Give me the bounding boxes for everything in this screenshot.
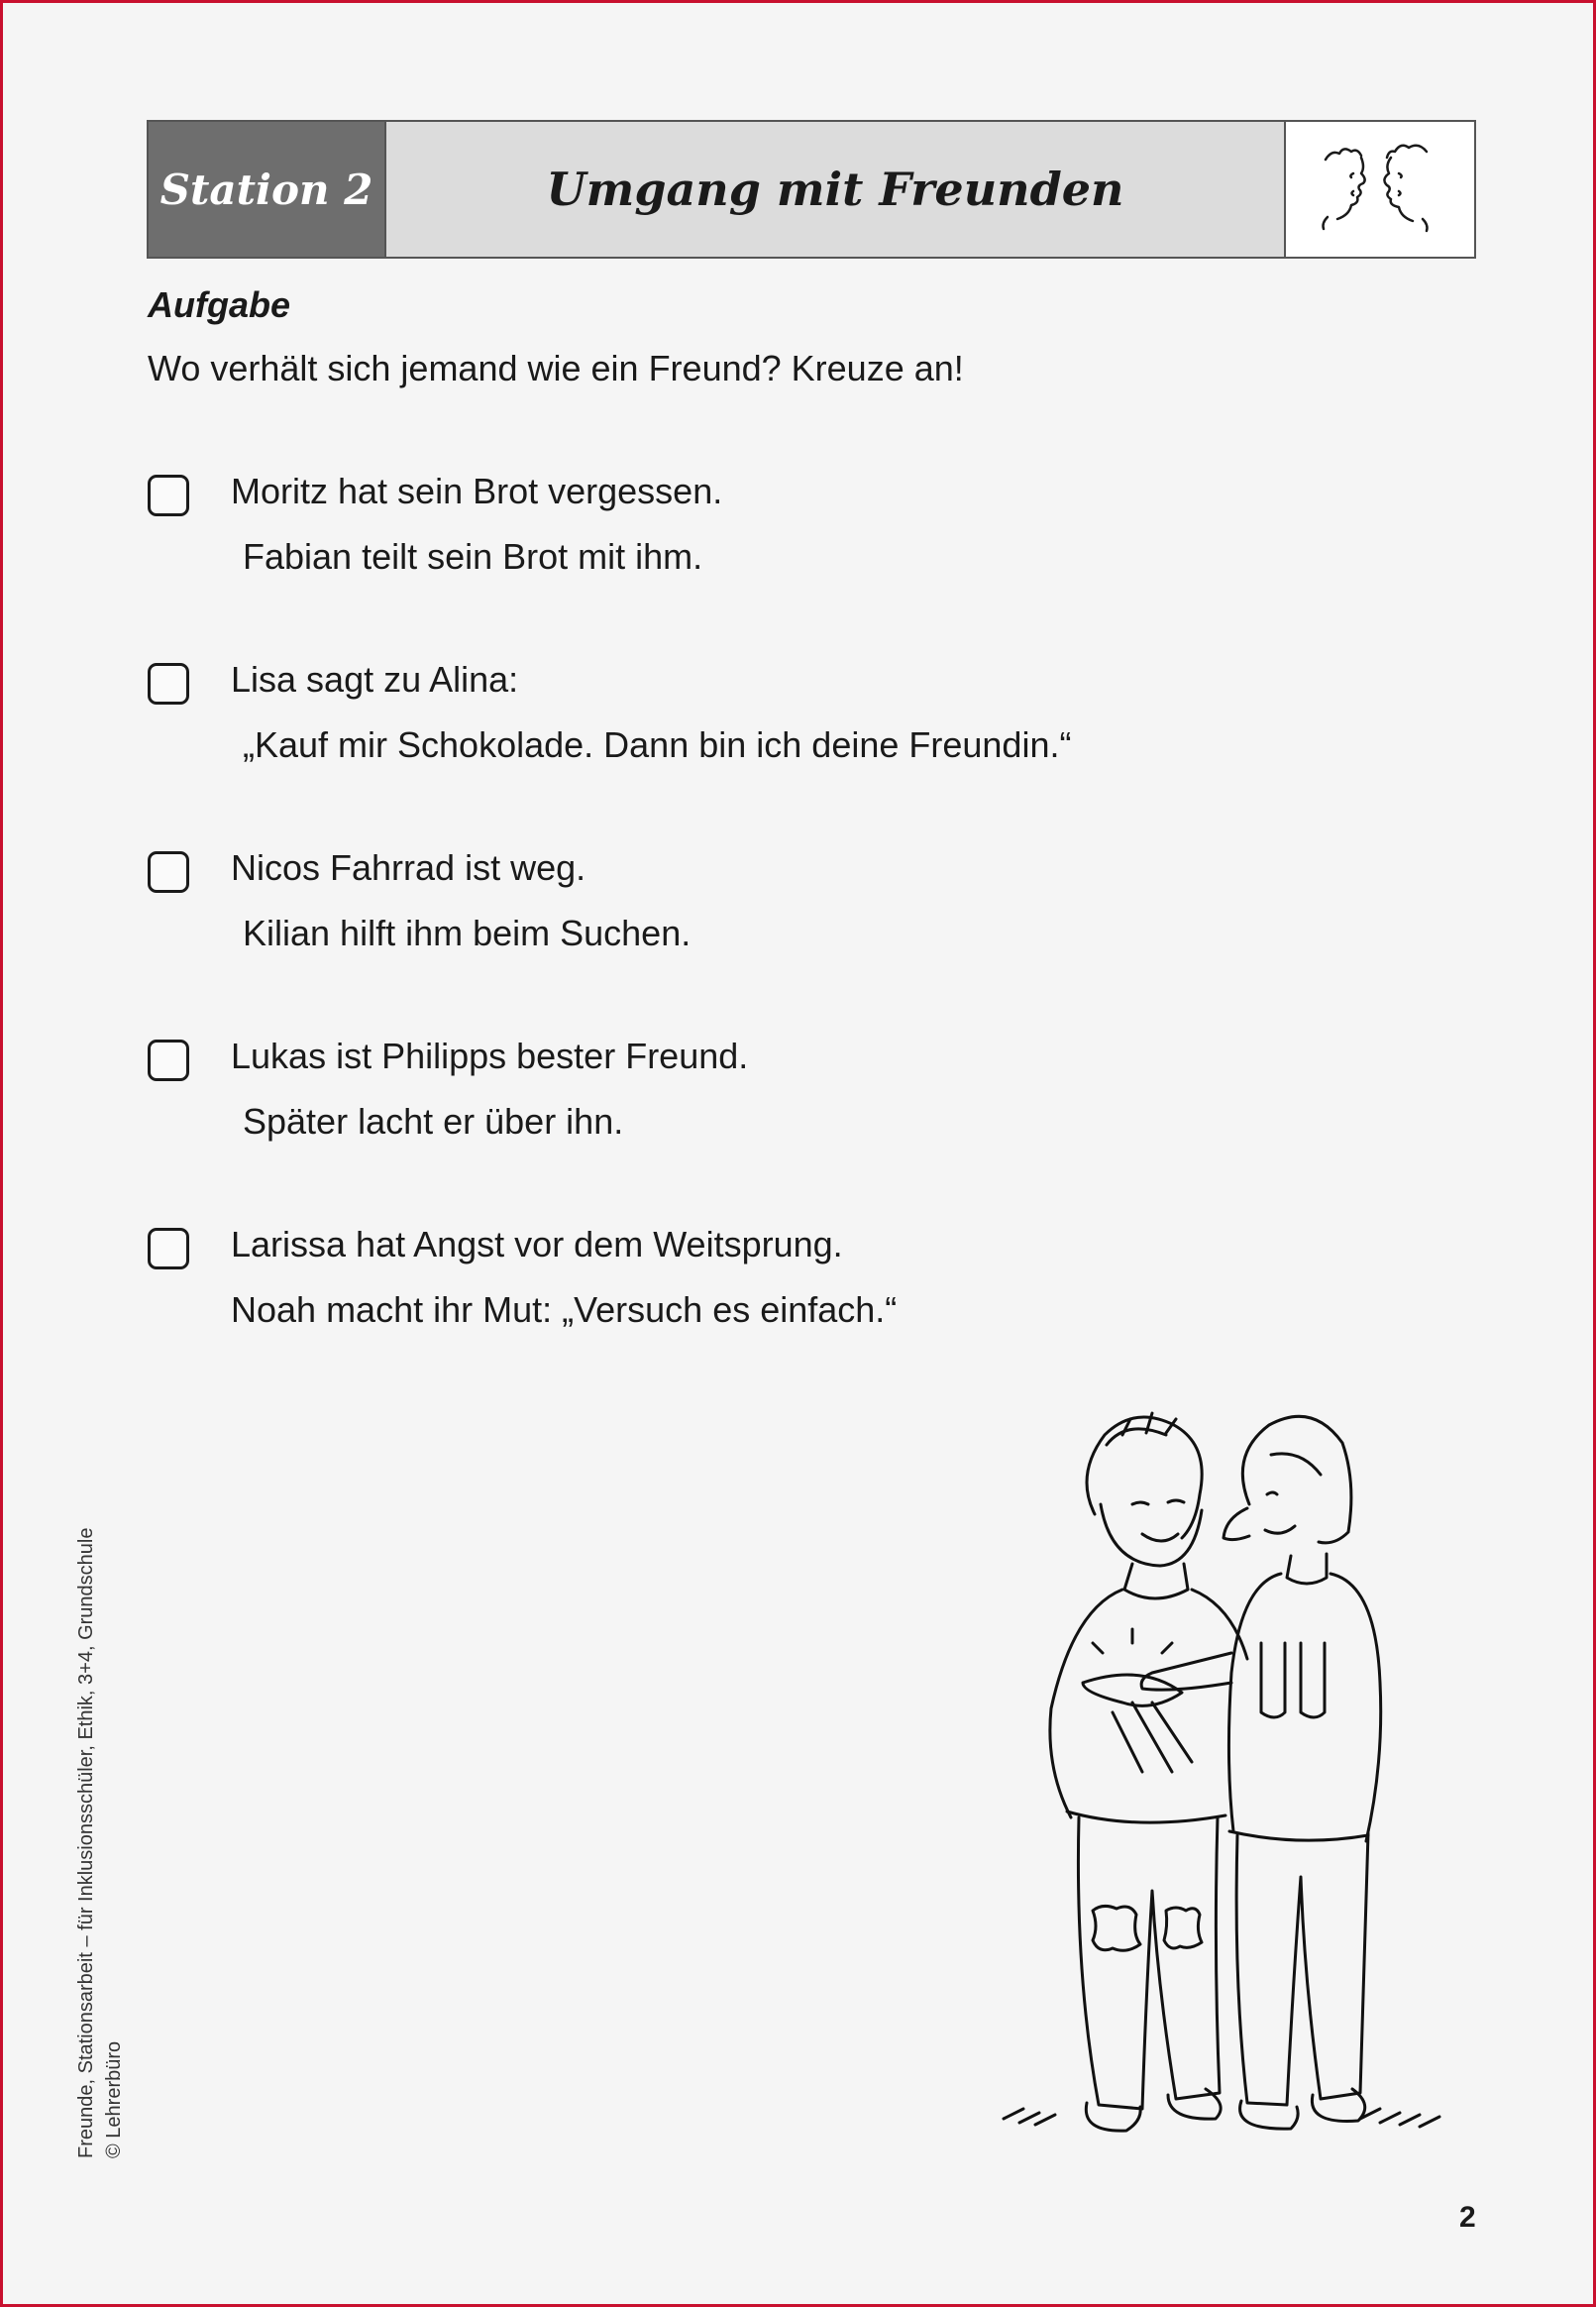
- item-line-2: Kilian hilft ihm beim Suchen.: [243, 913, 692, 953]
- item-line-2: Fabian teilt sein Brot mit ihm.: [243, 536, 703, 577]
- page-number: 2: [1459, 2201, 1476, 2234]
- task-instruction: Wo verhält sich jemand wie ein Freund? Kreuze an!: [148, 348, 964, 388]
- item-line-1: Lukas ist Philipps bester Freund.: [231, 1036, 749, 1076]
- item-line-1: Larissa hat Angst vor dem Weitsprung.: [231, 1224, 843, 1264]
- station-header: [147, 120, 1476, 259]
- page-title: Umgang mit Freunden: [386, 122, 1286, 257]
- copyright-sidebar: [72, 1528, 128, 2158]
- checkbox[interactable]: [148, 851, 189, 893]
- checkbox[interactable]: [148, 663, 189, 705]
- station-label: Station 2: [149, 122, 386, 257]
- two-faces-icon: [1286, 122, 1474, 257]
- checkbox[interactable]: [148, 475, 189, 516]
- item-line-2: Später lacht er über ihn.: [243, 1101, 624, 1142]
- checkbox[interactable]: [148, 1040, 189, 1081]
- task-label: Aufgabe: [148, 284, 290, 325]
- item-line-2: Noah macht ihr Mut: „Versuch es einfach.“: [231, 1289, 898, 1330]
- two-children-illustration: [984, 1385, 1479, 2163]
- item-line-1: Lisa sagt zu Alina:: [231, 659, 519, 700]
- item-line-1: Moritz hat sein Brot vergessen.: [231, 471, 723, 511]
- sidebar-line-2: © Lehrerbüro: [103, 2040, 125, 2158]
- sidebar-line-1: Freunde, Stationsarbeit – für Inklusionsschüler, Ethik, 3+4, Grundschule: [75, 1527, 97, 2158]
- checkbox[interactable]: [148, 1228, 189, 1269]
- item-line-2: „Kauf mir Schokolade. Dann bin ich deine Freundin.“: [243, 724, 1072, 765]
- item-line-1: Nicos Fahrrad ist weg.: [231, 847, 586, 888]
